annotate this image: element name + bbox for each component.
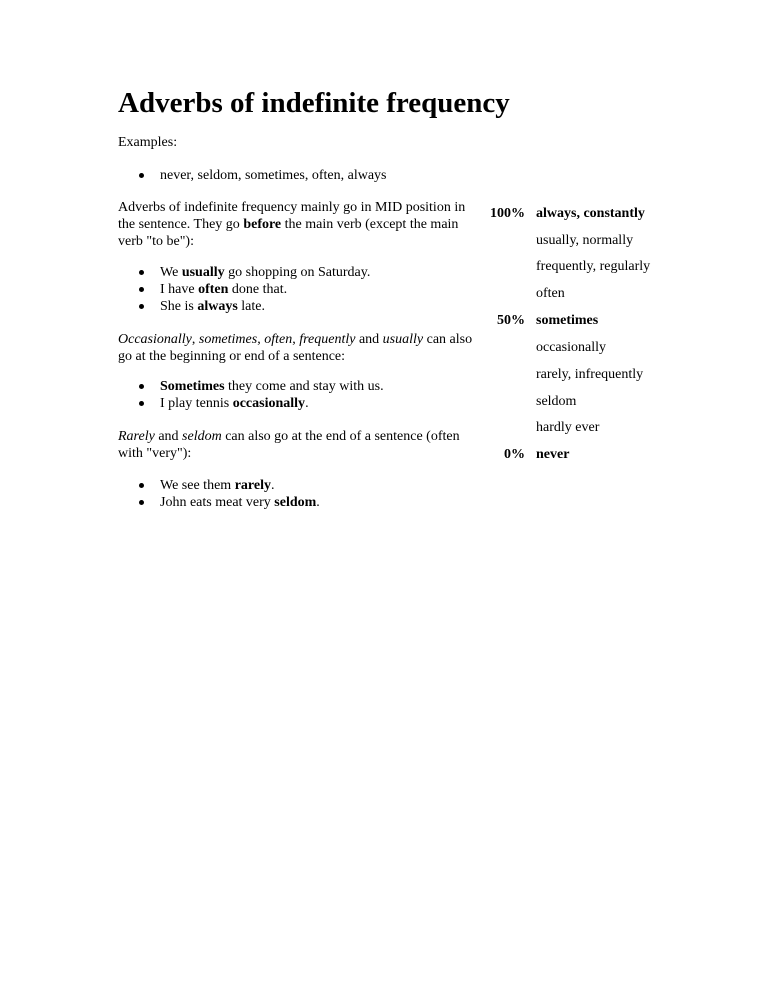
text-run: can also xyxy=(423,332,473,347)
emphasis: often xyxy=(198,282,229,297)
frequency-label: seldom xyxy=(536,394,577,409)
paragraph-line: go at the beginning or end of a sentence: xyxy=(118,349,346,364)
emphasis: sometimes xyxy=(198,332,258,347)
percent-label: 100% xyxy=(490,206,525,221)
text-run: late. xyxy=(237,299,266,314)
text-run: done that. xyxy=(228,282,288,297)
paragraph-line: verb "to be"): xyxy=(118,234,194,249)
emphasis: occasionally xyxy=(232,396,306,411)
list-item xyxy=(160,298,265,315)
text-run: . xyxy=(316,495,320,510)
bullet-icon xyxy=(139,401,144,406)
frequency-label: never xyxy=(536,447,570,462)
percent-label: 50% xyxy=(497,313,525,328)
emphasis: before xyxy=(243,217,282,232)
emphasis: seldom xyxy=(182,429,222,444)
list-item xyxy=(160,378,384,395)
paragraph-line: with "very"): xyxy=(118,446,192,461)
text-run: We see them xyxy=(160,478,235,493)
emphasis: usually xyxy=(382,332,424,347)
text-run: go shopping on Saturday. xyxy=(224,265,371,280)
percent-label: 0% xyxy=(504,447,525,462)
frequency-label: occasionally xyxy=(536,340,606,355)
paragraph-line xyxy=(118,331,472,348)
examples-label: Examples: xyxy=(118,135,178,150)
list-item xyxy=(160,264,370,281)
emphasis: rarely xyxy=(234,478,271,493)
text-run: I have xyxy=(160,282,199,297)
emphasis: Occasionally xyxy=(118,332,192,347)
emphasis: always xyxy=(197,299,238,314)
emphasis: Rarely xyxy=(118,429,155,444)
frequency-label: always, constantly xyxy=(536,206,645,221)
text-run: She is xyxy=(160,299,198,314)
bullet-icon xyxy=(139,500,144,505)
paragraph-line xyxy=(118,428,460,445)
list-item: never, seldom, sometimes, often, always xyxy=(160,168,387,183)
text-run: , xyxy=(191,332,199,347)
text-run: and xyxy=(355,332,383,347)
bullet-icon xyxy=(139,270,144,275)
frequency-label: usually, normally xyxy=(536,233,634,248)
bullet-icon xyxy=(139,287,144,292)
text-run: they come and stay with us. xyxy=(224,379,384,394)
text-run: We xyxy=(160,265,182,280)
text-run: . xyxy=(305,396,309,411)
bullet-icon xyxy=(139,304,144,309)
text-run: I play tennis xyxy=(160,396,233,411)
text-run: , xyxy=(257,332,265,347)
frequency-label: frequently, regularly xyxy=(536,259,651,274)
text-run: . xyxy=(270,478,275,493)
frequency-label: sometimes xyxy=(536,313,599,328)
bullet-icon xyxy=(139,483,144,488)
text-run: the sentence. They go xyxy=(118,217,244,232)
paragraph-line xyxy=(118,216,458,233)
paragraph-line: Adverbs of indefinite frequency mainly go in MID position in xyxy=(118,200,466,215)
bullet-icon xyxy=(139,384,144,389)
text-run: and xyxy=(154,429,183,444)
emphasis: seldom xyxy=(274,495,317,510)
text-run: John eats meat very xyxy=(160,495,275,510)
emphasis: often xyxy=(264,332,293,347)
emphasis: usually xyxy=(181,265,225,280)
frequency-label: rarely, infrequently xyxy=(536,367,644,382)
list-item xyxy=(160,395,309,412)
page-title: Adverbs of indefinite frequency xyxy=(118,87,510,119)
frequency-label: often xyxy=(536,286,565,301)
text-run: can also go at the end of a sentence (often xyxy=(221,429,460,444)
text-run: the main verb (except the main xyxy=(281,217,459,232)
list-item xyxy=(160,494,320,511)
emphasis: Sometimes xyxy=(160,379,225,394)
text-run: , xyxy=(292,332,300,347)
list-item xyxy=(160,477,274,494)
frequency-label: hardly ever xyxy=(536,420,600,435)
emphasis: frequently xyxy=(299,332,356,347)
list-item xyxy=(160,281,287,298)
bullet-icon xyxy=(139,173,144,178)
